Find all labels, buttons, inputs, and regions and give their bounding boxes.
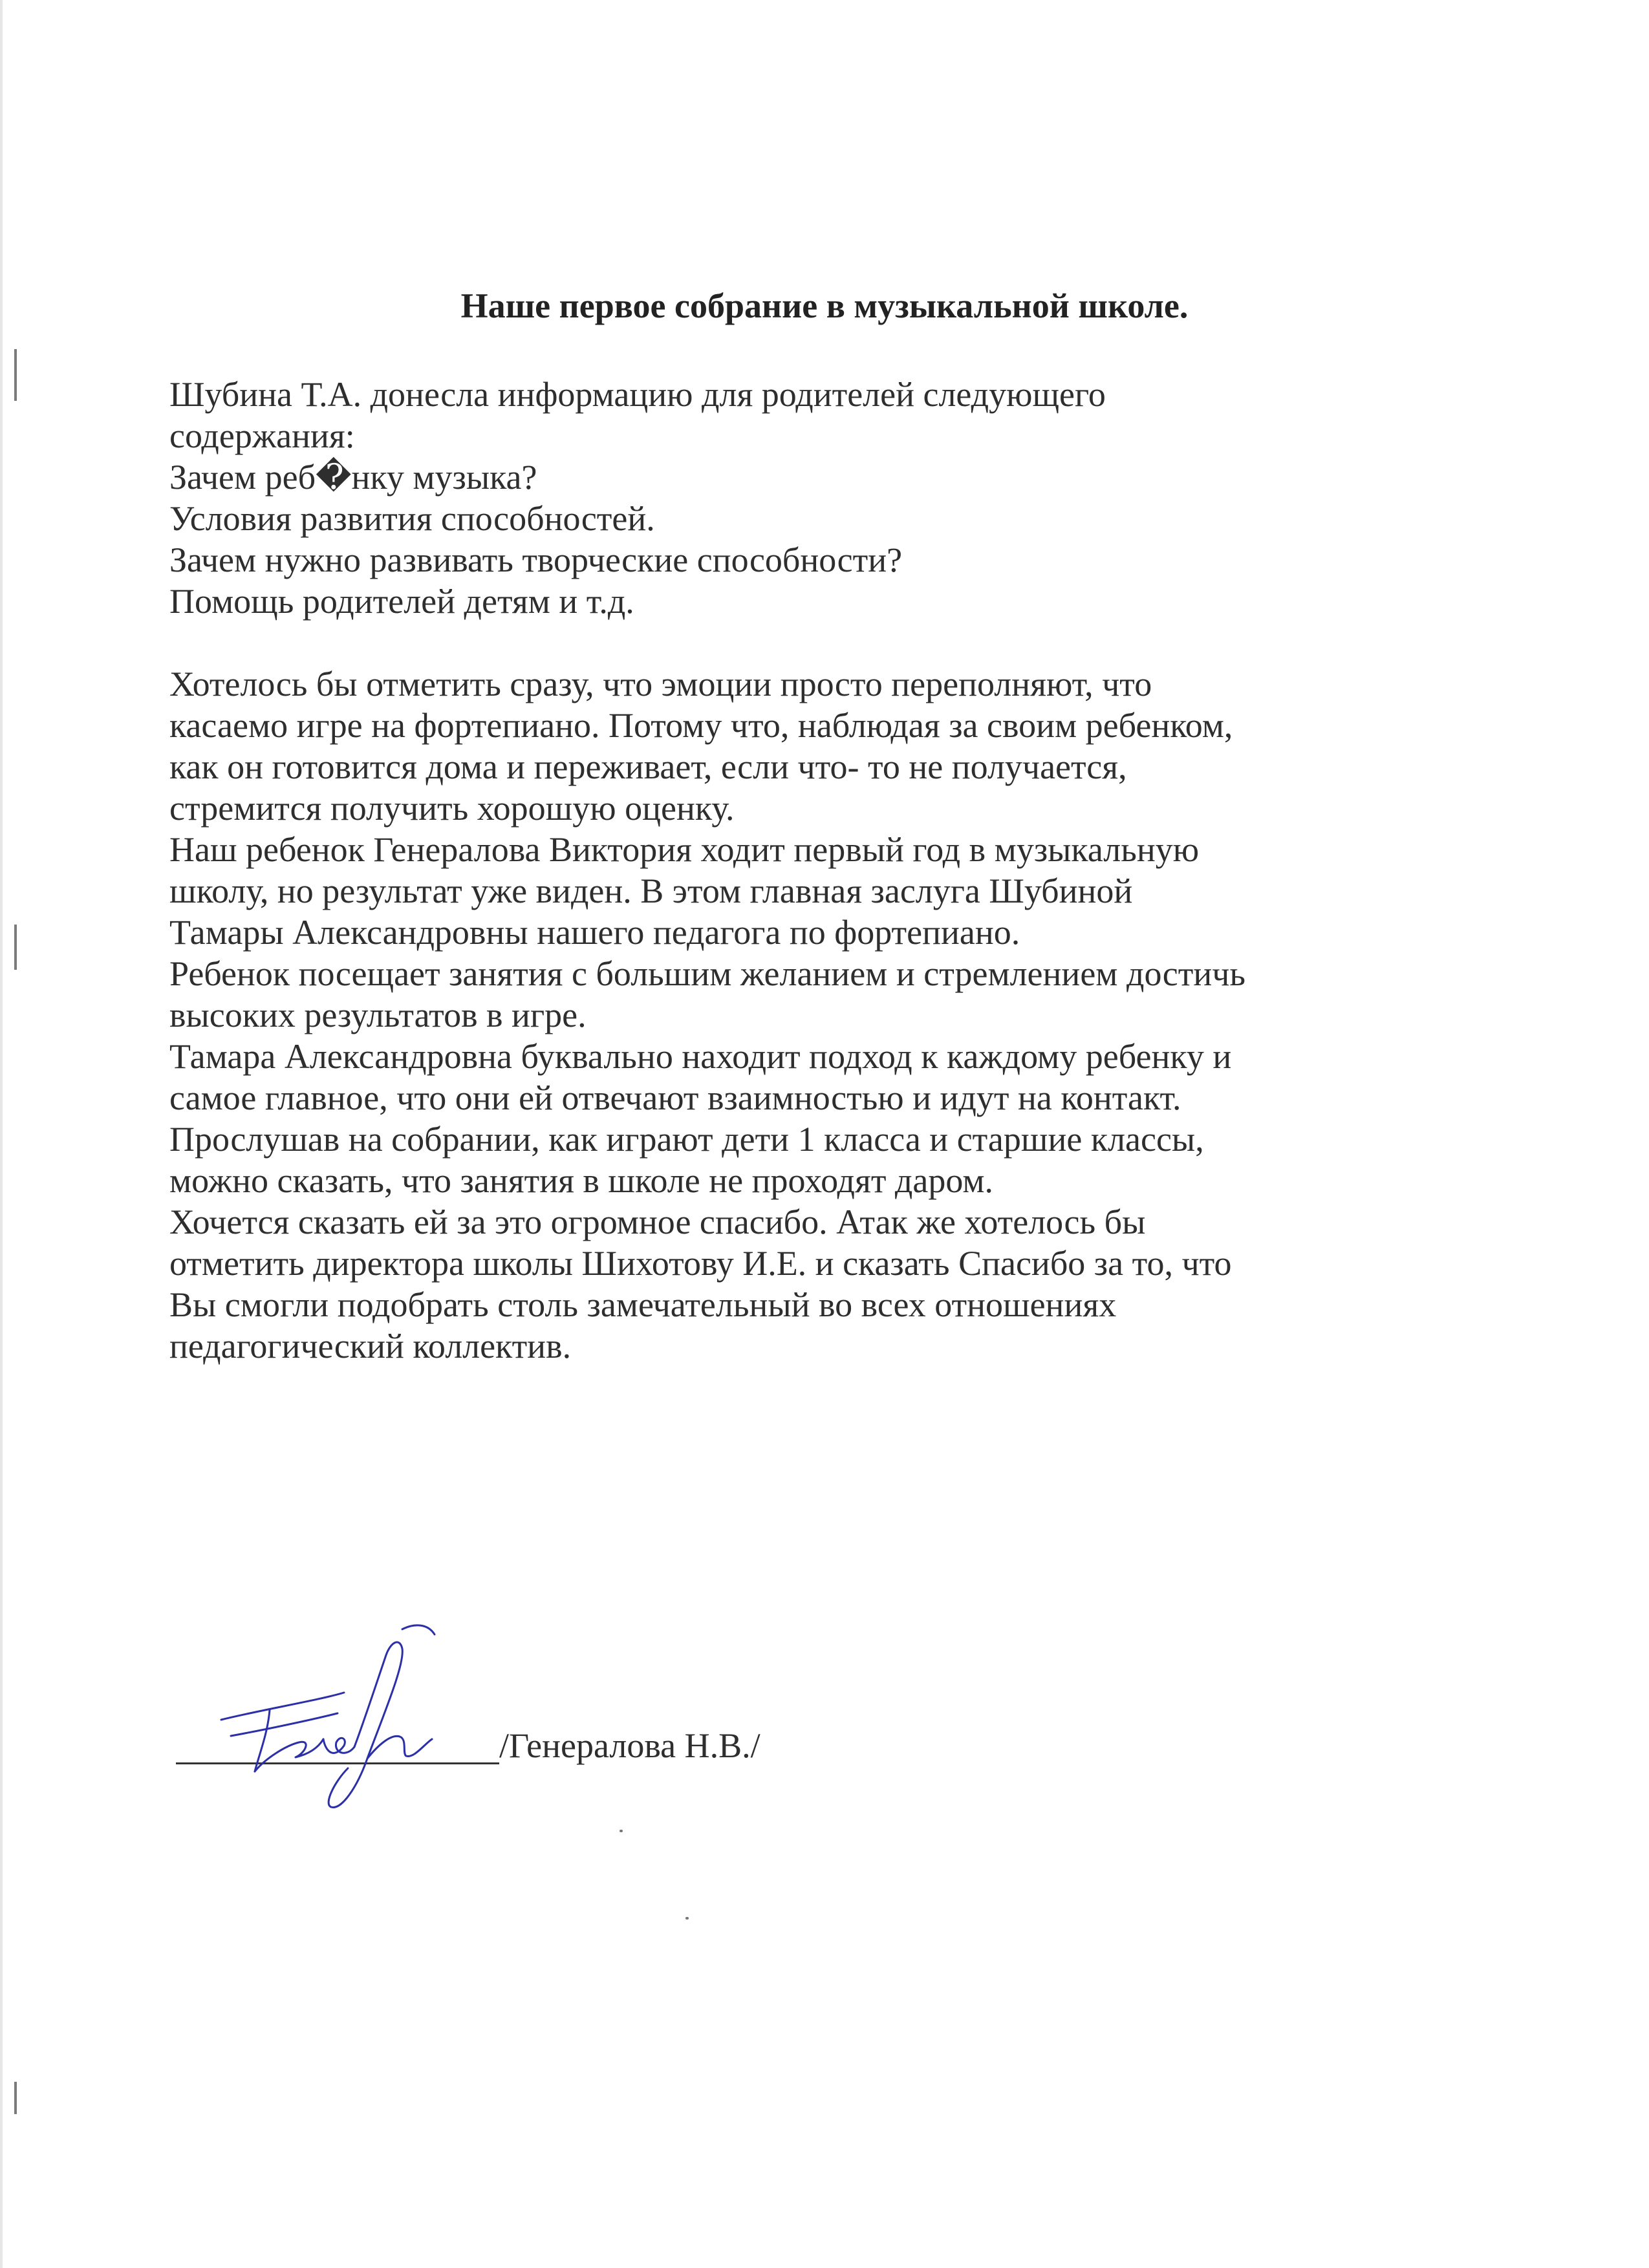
body-line: Тамара Александровна буквально находит подход к каждому ребенку и <box>169 1037 1232 1076</box>
body-line: Ребенок посещает занятия с большим желанием и стремлением достичь <box>169 954 1246 993</box>
scan-edge <box>0 0 3 2268</box>
scan-speck <box>685 1917 689 1920</box>
signature-name: /Генералова Н.В./ <box>499 1726 760 1765</box>
signature-block <box>169 1707 945 1875</box>
body-line: как он готовится дома и переживает, если что- то не получается, <box>169 747 1127 786</box>
body-line: Хочется сказать ей за это огромное спасибо. Атак же хотелось бы <box>169 1203 1146 1241</box>
body-line: можно сказать, что занятия в школе не проходят даром. <box>169 1161 994 1200</box>
handwritten-signature <box>208 1584 480 1856</box>
body-line: отметить директора школы Шихотову И.Е. и сказать Спасибо за то, что <box>169 1244 1232 1283</box>
body-line: педагогический коллектив. <box>169 1327 572 1365</box>
body-line: школу, но результат уже виден. В этом главная заслуга Шубиной <box>169 872 1133 910</box>
intro-line: Зачем нужно развивать творческие способности? <box>169 540 903 579</box>
scan-artifact <box>14 925 17 970</box>
scan-speck <box>620 1830 623 1832</box>
body-line: Вы смогли подобрать столь замечательный во всех отношениях <box>169 1285 1117 1324</box>
intro-line: Зачем реб�нку музыка? <box>169 458 537 497</box>
document-body <box>169 374 1560 1367</box>
body-line: Тамары Александровны нашего педагога по фортепиано. <box>169 913 1020 952</box>
scan-artifact <box>14 2082 17 2114</box>
body-line: самое главное, что они ей отвечают взаимностью и идут на контакт. <box>169 1078 1181 1117</box>
body-line: Прослушав на собрании, как играют дети 1 класса и старшие классы, <box>169 1120 1204 1159</box>
intro-line: содержания: <box>169 416 355 455</box>
intro-line: Шубина Т.А. донесла информацию для родителей следующего <box>169 375 1106 414</box>
body-line: высоких результатов в игре. <box>169 996 587 1034</box>
intro-line: Помощь родителей детям и т.д. <box>169 582 634 621</box>
scan-artifact <box>14 349 17 401</box>
body-line: стремится получить хорошую оценку. <box>169 789 735 828</box>
intro-line: Условия развития способностей. <box>169 499 655 538</box>
paragraph-gap <box>169 622 1560 663</box>
body-line: Хотелось бы отметить сразу, что эмоции просто переполняют, что <box>169 665 1152 703</box>
document-title: Наше первое собрание в музыкальной школе. <box>460 286 1189 325</box>
body-line: касаемо игре на фортепиано. Потому что, наблюдая за своим ребенком, <box>169 706 1233 745</box>
body-line: Наш ребенок Генералова Виктория ходит первый год в музыкальную <box>169 830 1200 869</box>
